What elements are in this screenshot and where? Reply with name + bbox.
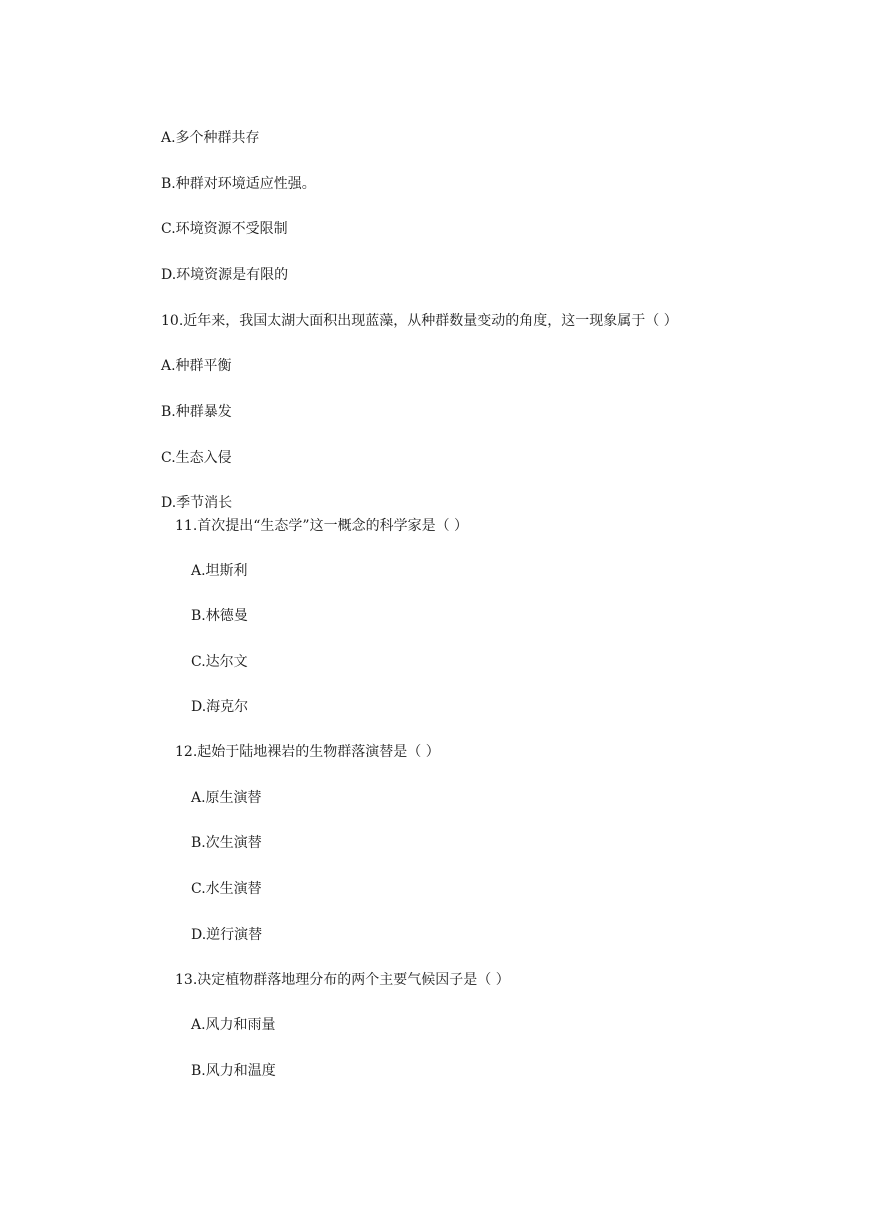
q10-option-a: A.种群平衡: [161, 358, 232, 374]
q10-question: 10.近年来，我国太湖大面积出现蓝藻，从种群数量变动的角度，这一现象属于（ ）: [161, 313, 678, 329]
q11-option-d: D.海克尔: [191, 699, 249, 715]
q11-option-b: B.林德曼: [191, 608, 248, 624]
q10-option-c: C.生态入侵: [161, 450, 232, 466]
q10-option-b: B.种群暴发: [161, 404, 232, 420]
q12-option-b: B.次生演替: [191, 835, 262, 851]
q12-question: 12.起始于陆地裸岩的生物群落演替是（ ）: [175, 744, 440, 760]
q10-option-d: D.季节消长: [161, 495, 233, 511]
q12-option-a: A.原生演替: [191, 790, 262, 806]
q9-option-a: A.多个种群共存: [161, 130, 260, 146]
q9-option-b: B.种群对环境适应性强。: [161, 176, 316, 192]
q11-option-a: A.坦斯利: [191, 563, 248, 579]
q9-option-c: C.环境资源不受限制: [161, 221, 288, 237]
q13-question: 13.决定植物群落地理分布的两个主要气候因子是（ ）: [175, 972, 510, 988]
q12-option-d: D.逆行演替: [191, 927, 263, 943]
q12-option-c: C.水生演替: [191, 881, 262, 897]
q9-option-d: D.环境资源是有限的: [161, 267, 289, 283]
q11-question: 11.首次提出“生态学”这一概念的科学家是（ ）: [175, 518, 469, 534]
q13-option-a: A.风力和雨量: [191, 1017, 276, 1033]
q13-option-b: B.风力和温度: [191, 1063, 276, 1079]
q11-option-c: C.达尔文: [191, 654, 248, 670]
